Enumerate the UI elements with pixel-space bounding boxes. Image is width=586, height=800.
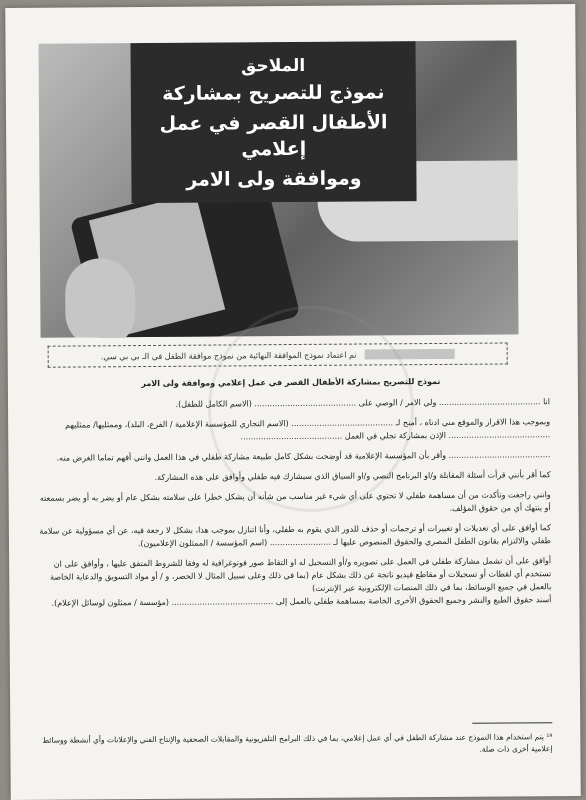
form-line: انا ........................................ ولي الامر / الوصي على ........................................ (الاسم الكامل للطفل). [175, 397, 551, 409]
form-line: ........................................ وأقر بأن المؤسسة الإعلامية قد أوضحت بشكل كامل طبيعة مشاركة طفلي في هذا العمل وانني أفهم تماما الغرض منه. [56, 450, 551, 463]
form-line: وانني راجعت وتأكدت من أن مساهمة طفلي لا تحتوي على أي شيء غير مناسب من شأنه أن يشكل خطرا على سلامته بشكل عام أو يضر به أو يضر بسمعته أو ينتهك أي من حقوق المؤلف. [39, 490, 551, 513]
document-page [5, 4, 581, 800]
form-line: أسند حقوق الطبع والنشر وجميع الحقوق الأخرى الخاصة بمساهمة طفلي بالعمل إلى ........................................ (مؤسسة / ممثلون لوسائل الإعلام). [51, 595, 552, 608]
form-body [32, 376, 552, 610]
title-line-2: الأطفال القصر في عمل إعلامي [159, 111, 388, 161]
form-line: أوافق على أن تشمل مشاركة طفلي في العمل على تصويره و/أو التسجيل له او التقاط صور فوتوغرافية له وفقا للشروط المتفق عليها ، وأوافق على ان تستخدم أي لقطات أو تسجيلات أو مقاطع فيديو ناتجة عن ذلك بشكل عام (بما في ذلك وعلى سبيل المثال لا الحصر، و / أو مواد التسويق والدعاية الخاصة بالعمل في جميع الوسائط، بما في ذلك المنصات الإلكترونية عبر الإنترنت) [50, 556, 552, 593]
title-line-1: نموذج للتصريح بمشاركة [162, 81, 385, 105]
footnote: ¹⁹ يتم استخدام هذا النموذج عند مشاركة الطفل في أي عمل إعلامي، بما في ذلك البرامج التلفزيونية والمقابلات الصحفية والإنتاج الفني والإعلانات وأي أنشطة ووسائط إعلامية أخرى ذات صلة. [42, 732, 553, 754]
form-line: كما أوافق على أي تعديلات أو تغييرات أو ترجمات أو حذف للدور الذي يقوم به طفلي، وأنا اتنازل بموجب هذا، بشكل لا رجعة فيه، عن أي مسؤولية عن سلامة طفلي والالتزام بقانون الطفل المصري والحقوق المنصوص عليها لـ ........................ (اسم المؤسسة / الممثلون الإعلاميون). [39, 523, 552, 549]
title-line-3: وموافقة ولى الامر [186, 167, 362, 191]
title-box [130, 41, 416, 203]
notice-text: تم اعتماد نموذج الموافقة النهائية من نموذج موافقة الطفل في الـ بي بي سي. [100, 350, 357, 361]
form-title: نموذج للتصريح بمشاركة الأطفال القصر في عمل إعلامي وموافقة ولى الامر [141, 376, 441, 389]
photo-hand [65, 258, 136, 338]
form-line: وبموجب هذا الاقرار والموقع مني ادناه ، أمنح لـ ........................................ (الاسم التجاري للمؤسسة الإعلامية / الفرع، البلد)، وممثليها/ ممثليهم ........................................ الإذن بمشاركة تجلي في العمل ........................................ [65, 417, 551, 442]
appendix-title: الملاحق [241, 55, 306, 77]
header-photo [38, 40, 518, 337]
footnote-divider [472, 722, 552, 724]
form-line: كما أقر بأنني قرأت أسئلة المقابلة و/او البرنامج النصي و/او السياق الذي سيشارك فيه طفلي وأوافق على هذه المشاركة. [154, 470, 551, 482]
